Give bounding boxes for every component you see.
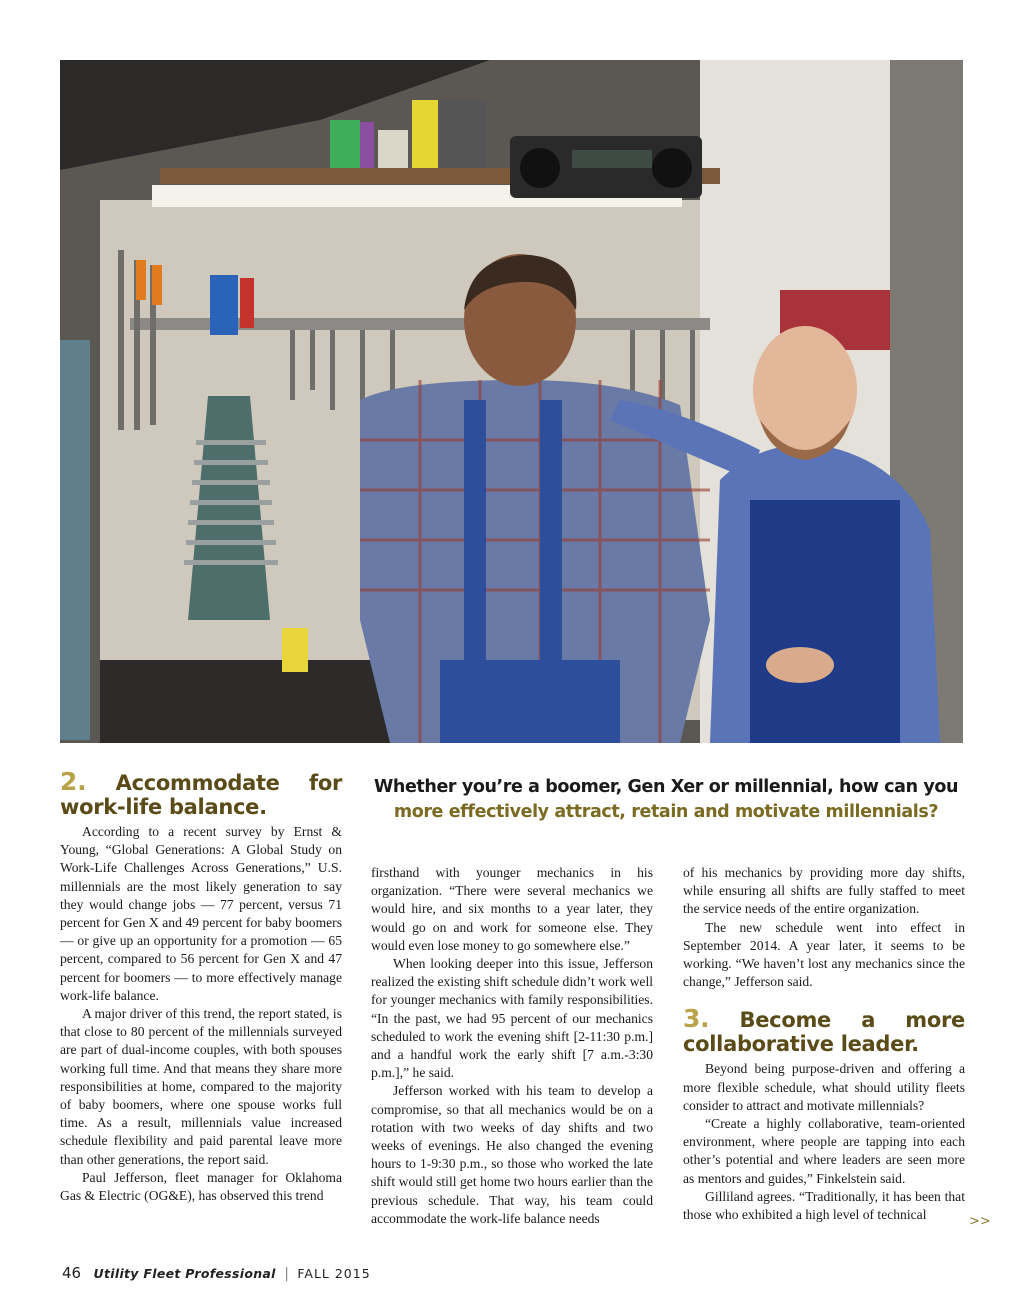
page-number: 46: [62, 1264, 82, 1282]
column-3-paragraph: of his mechanics by providing more day shifts, while ensuring all shifts are fully staffed to meet the service needs of the entire organization.: [683, 865, 965, 917]
section-3-paragraph: Gilliland agrees. “Traditionally, it has been that those who exhibited a high level of technical: [683, 1188, 965, 1223]
column-1: [60, 767, 343, 1205]
column-2-paragraph: When looking deeper into this issue, Jefferson realized the existing shift schedule didn’t work well for younger mechanics with family responsibilities. “In the past, we had 95 percent of our mechanics scheduled to work the evening shift [2-11:30 p.m.] and a handful work the early shift [7 a.m.-3:30 p.m.],” he said.: [371, 956, 653, 1081]
section-2-paragraph: Paul Jefferson, fleet manager for Oklahoma Gas & Electric (OG&E), has observed this trend: [60, 1169, 342, 1204]
continued-arrow-icon: >>: [969, 1214, 991, 1229]
photo-mechanics-workshop: [60, 60, 963, 743]
issue-label: FALL 2015: [297, 1266, 371, 1281]
section-3-number: 3.: [683, 1004, 710, 1034]
column-2-paragraph: firsthand with younger mechanics in his organization. “There were several mechanics we would hire, and six months to a year later, they would go on and work for someone else. They would even lose money to go somewhere else.”: [371, 865, 653, 953]
section-2-number: 2.: [60, 767, 87, 796]
section-3-heading: [683, 1004, 965, 1057]
pull-quote-line-1: Whether you’re a boomer, Gen Xer or millennial, how can you: [373, 777, 959, 797]
section-2-paragraph: A major driver of this trend, the report stated, is that close to 80 percent of the millennials surveyed are part of dual-income couples, with both spouses working full time. And that means they share more responsibilities at home, compared to the majority of baby boomers, where one spouse works full time. As a result, millennials value increased schedule flexibility and paid parental leave more than other generations, the report said.: [60, 1006, 342, 1167]
pull-quote-line-2: more effectively attract, retain and motivate millennials?: [393, 802, 939, 822]
pull-quote: [356, 775, 976, 825]
section-3-paragraph: “Create a highly collaborative, team-oriented environment, where people are tapping into each other’s potential and where leaders are seen more as mentors and guides,” Finkelstein said.: [683, 1116, 965, 1186]
footer-separator: |: [284, 1266, 289, 1282]
page-footer: [62, 1264, 371, 1282]
magazine-name: Utility Fleet Professional: [93, 1266, 276, 1281]
section-2-title: Accommodate for work-life balance.: [60, 771, 343, 819]
section-3-paragraph: Beyond being purpose-driven and offering a more flexible schedule, what should utility fleets consider to attract and motivate millennials?: [683, 1061, 965, 1113]
column-3: [683, 864, 965, 1224]
section-2-paragraph: According to a recent survey by Ernst & Young, “Global Generations: A Global Study on Work-Life Challenges Across Generations,” U.S. millennials are the most likely generation to say they would change jobs — 77 percent, versus 71 percent for Gen X and 49 percent for baby boomers — or give up an opportunity for a promotion — 65 percent, compared to 56 percent for Gen X and 47 percent for boomers — to more effectively manage work-life balance.: [60, 824, 342, 1003]
section-3-title: Become a more collaborative leader.: [683, 1008, 965, 1057]
column-2-paragraph: Jefferson worked with his team to develop a compromise, so that all mechanics would be on a rotation with two weeks of day shifts and two weeks of evenings. He also changed the evening hours to 1-9:30 p.m., so those who worked the late shift would still get home two hours earlier than the previous schedule. That way, his team could accommodate the work-life balance needs: [371, 1083, 653, 1226]
feature-photo: [60, 60, 963, 743]
column-2: [371, 864, 653, 1228]
section-2-heading: [60, 767, 343, 819]
column-3-paragraph: The new schedule went into effect in September 2014. A year later, it seems to be working. “We haven’t lost any mechanics since the change,” Jefferson said.: [683, 919, 965, 990]
